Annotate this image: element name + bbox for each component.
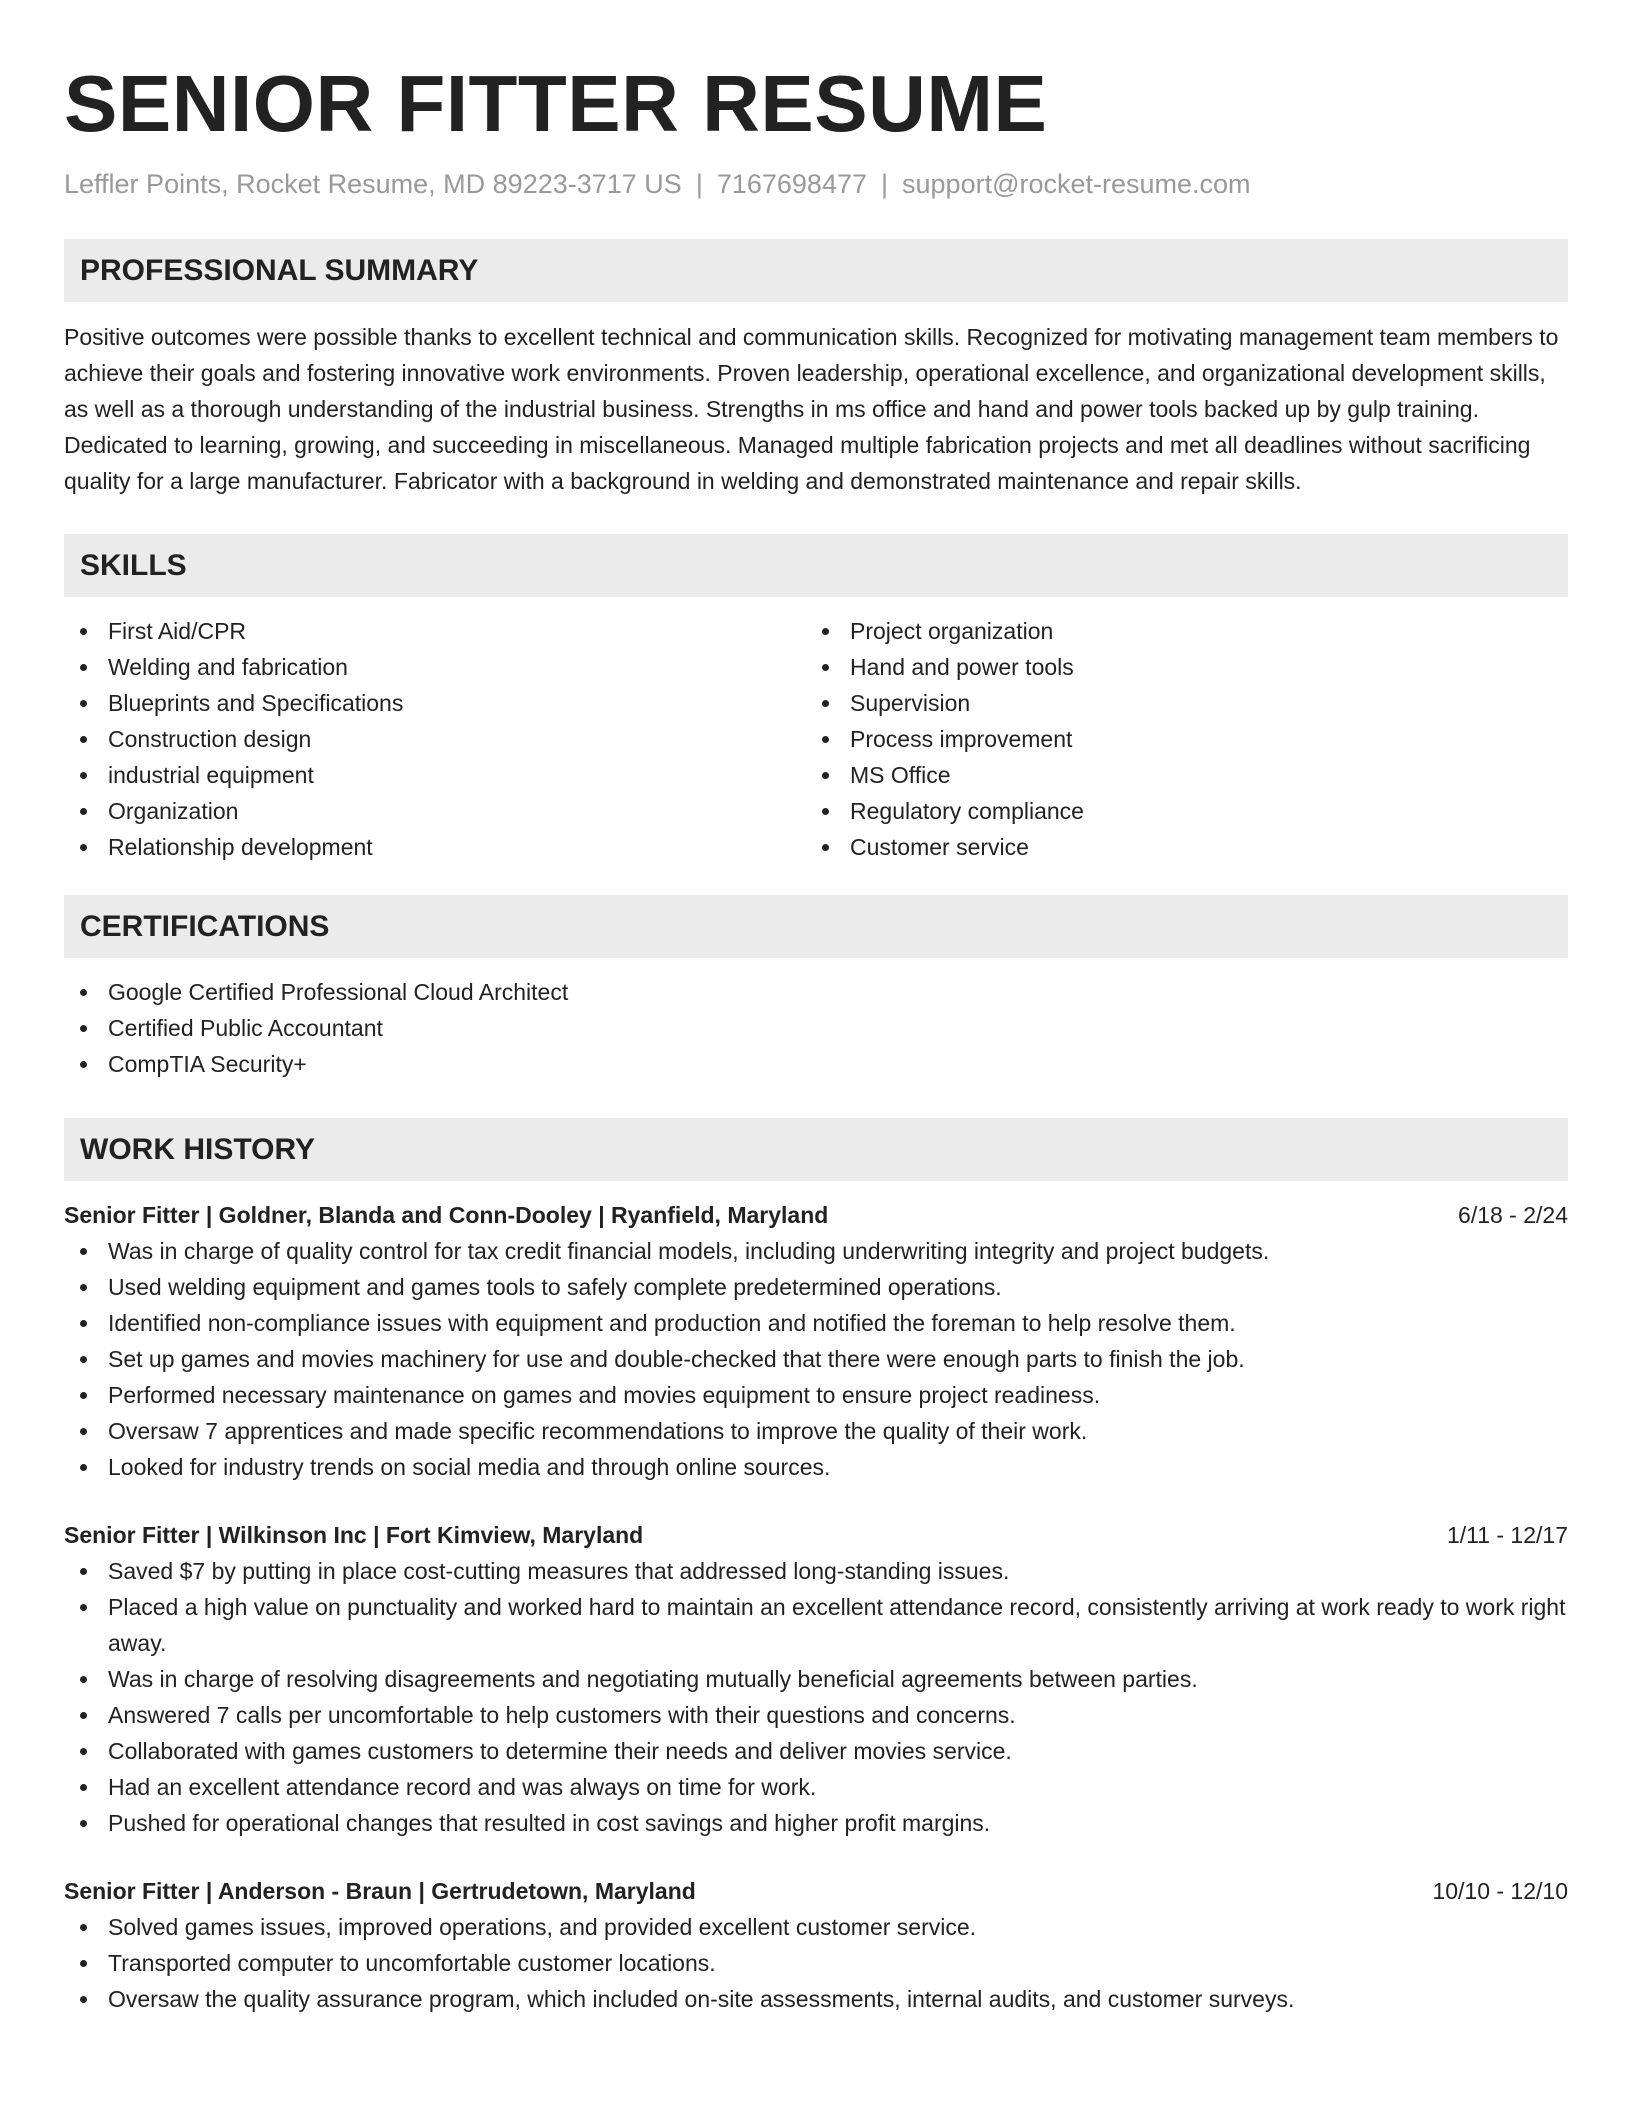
job-header [64,1197,1568,1233]
job-bullet: Had an excellent attendance record and was always on time for work. [64,1769,1568,1805]
section-header-professional-summary: PROFESSIONAL SUMMARY [64,239,1568,302]
job-bullet: Pushed for operational changes that resulted in cost savings and higher profit margins. [64,1805,1568,1841]
skill-item: Supervision [806,685,1548,721]
job-bullet: Oversaw the quality assurance program, which included on-site assessments, internal audits, and customer surveys. [64,1981,1568,2017]
job-bullet: Saved $7 by putting in place cost-cutting measures that addressed long-standing issues. [64,1553,1568,1589]
job-title: Senior Fitter | Goldner, Blanda and Conn-Dooley | Ryanfield, Maryland [64,1202,829,1228]
section-header-certifications: CERTIFICATIONS [64,895,1568,958]
certification-item: Google Certified Professional Cloud Architect [64,974,1568,1010]
section-header-skills: SKILLS [64,534,1568,597]
job-bullet: Transported computer to uncomfortable customer locations. [64,1945,1568,1981]
resume-page [64,0,1568,2017]
certification-item: Certified Public Accountant [64,1010,1568,1046]
job-entry [64,1517,1568,1841]
certifications-list [64,974,1568,1082]
job-bullet: Looked for industry trends on social media and through online sources. [64,1449,1568,1485]
job-bullet: Answered 7 calls per uncomfortable to help customers with their questions and concerns. [64,1697,1568,1733]
job-bullet: Solved games issues, improved operations, and provided excellent customer service. [64,1909,1568,1945]
skill-item: MS Office [806,757,1548,793]
job-bullet: Was in charge of quality control for tax credit financial models, including underwriting integrity and project budgets. [64,1233,1568,1269]
skill-item: Regulatory compliance [806,793,1548,829]
contact-line [64,166,1568,202]
job-dates: 10/10 - 12/10 [1432,1878,1568,1904]
contact-phone: 7167698477 [716,169,867,199]
job-bullet: Performed necessary maintenance on games and movies equipment to ensure project readiness. [64,1377,1568,1413]
contact-separator: | [881,169,889,199]
skill-item: Hand and power tools [806,649,1548,685]
skill-item: Blueprints and Specifications [64,685,806,721]
skill-item: industrial equipment [64,757,806,793]
contact-separator: | [695,169,703,199]
job-bullet: Set up games and movies machinery for use and double-checked that there were enough parts to finish the job. [64,1341,1568,1377]
job-bullet-list [64,1909,1568,2017]
skill-item: Project organization [806,613,1548,649]
summary-text: Positive outcomes were possible thanks to excellent technical and communication skills. Recognized for motivating management team members to achieve their goals and fostering innovative work environments. Proven leadership, operational excellence, and organizational development skills, as well as a thorough understanding of the industrial business. Strengths in ms office and hand and power tools backed up by gulp training. Dedicated to learning, growing, and succeeding in miscellaneous. Managed multiple fabrication projects and met all deadlines without sacrificing quality for a large manufacturer. Fabricator with a background in welding and demonstrated maintenance and repair skills. [64,324,1559,494]
skill-item: First Aid/CPR [64,613,806,649]
section-header-work-history: WORK HISTORY [64,1118,1568,1181]
certification-item: CompTIA Security+ [64,1046,1568,1082]
job-bullet: Was in charge of resolving disagreements and negotiating mutually beneficial agreements between parties. [64,1661,1568,1697]
skills-grid [64,613,1568,865]
resume-title: SENIOR FITTER RESUME [64,59,1048,148]
skill-item: Customer service [806,829,1548,865]
skills-column-right [806,613,1548,865]
contact-email: support@rocket-resume.com [902,169,1251,199]
job-title: Senior Fitter | Wilkinson Inc | Fort Kimview, Maryland [64,1522,644,1548]
skills-column-left [64,613,806,865]
skill-item: Construction design [64,721,806,757]
job-bullet-list [64,1553,1568,1841]
job-bullet: Identified non-compliance issues with equipment and production and notified the foreman to help resolve them. [64,1305,1568,1341]
job-bullet: Collaborated with games customers to determine their needs and deliver movies service. [64,1733,1568,1769]
job-bullet-list [64,1233,1568,1485]
skill-item: Organization [64,793,806,829]
job-dates: 1/11 - 12/17 [1446,1522,1568,1548]
skill-item: Process improvement [806,721,1548,757]
job-entry [64,1197,1568,1485]
job-bullet: Placed a high value on punctuality and worked hard to maintain an excellent attendance record, consistently arriving at work ready to work right away. [64,1589,1568,1661]
skill-item: Relationship development [64,829,806,865]
contact-address: Leffler Points, Rocket Resume, MD 89223-3717 US [64,169,682,199]
job-bullet: Oversaw 7 apprentices and made specific recommendations to improve the quality of their work. [64,1413,1568,1449]
skills-list-right [806,613,1548,865]
job-title: Senior Fitter | Anderson - Braun | Gertrudetown, Maryland [64,1878,696,1904]
job-entry [64,1873,1568,2017]
job-dates: 6/18 - 2/24 [1458,1202,1568,1228]
job-header [64,1873,1568,1909]
skills-list-left [64,613,806,865]
skill-item: Welding and fabrication [64,649,806,685]
job-bullet: Used welding equipment and games tools to safely complete predetermined operations. [64,1269,1568,1305]
job-header [64,1517,1568,1553]
